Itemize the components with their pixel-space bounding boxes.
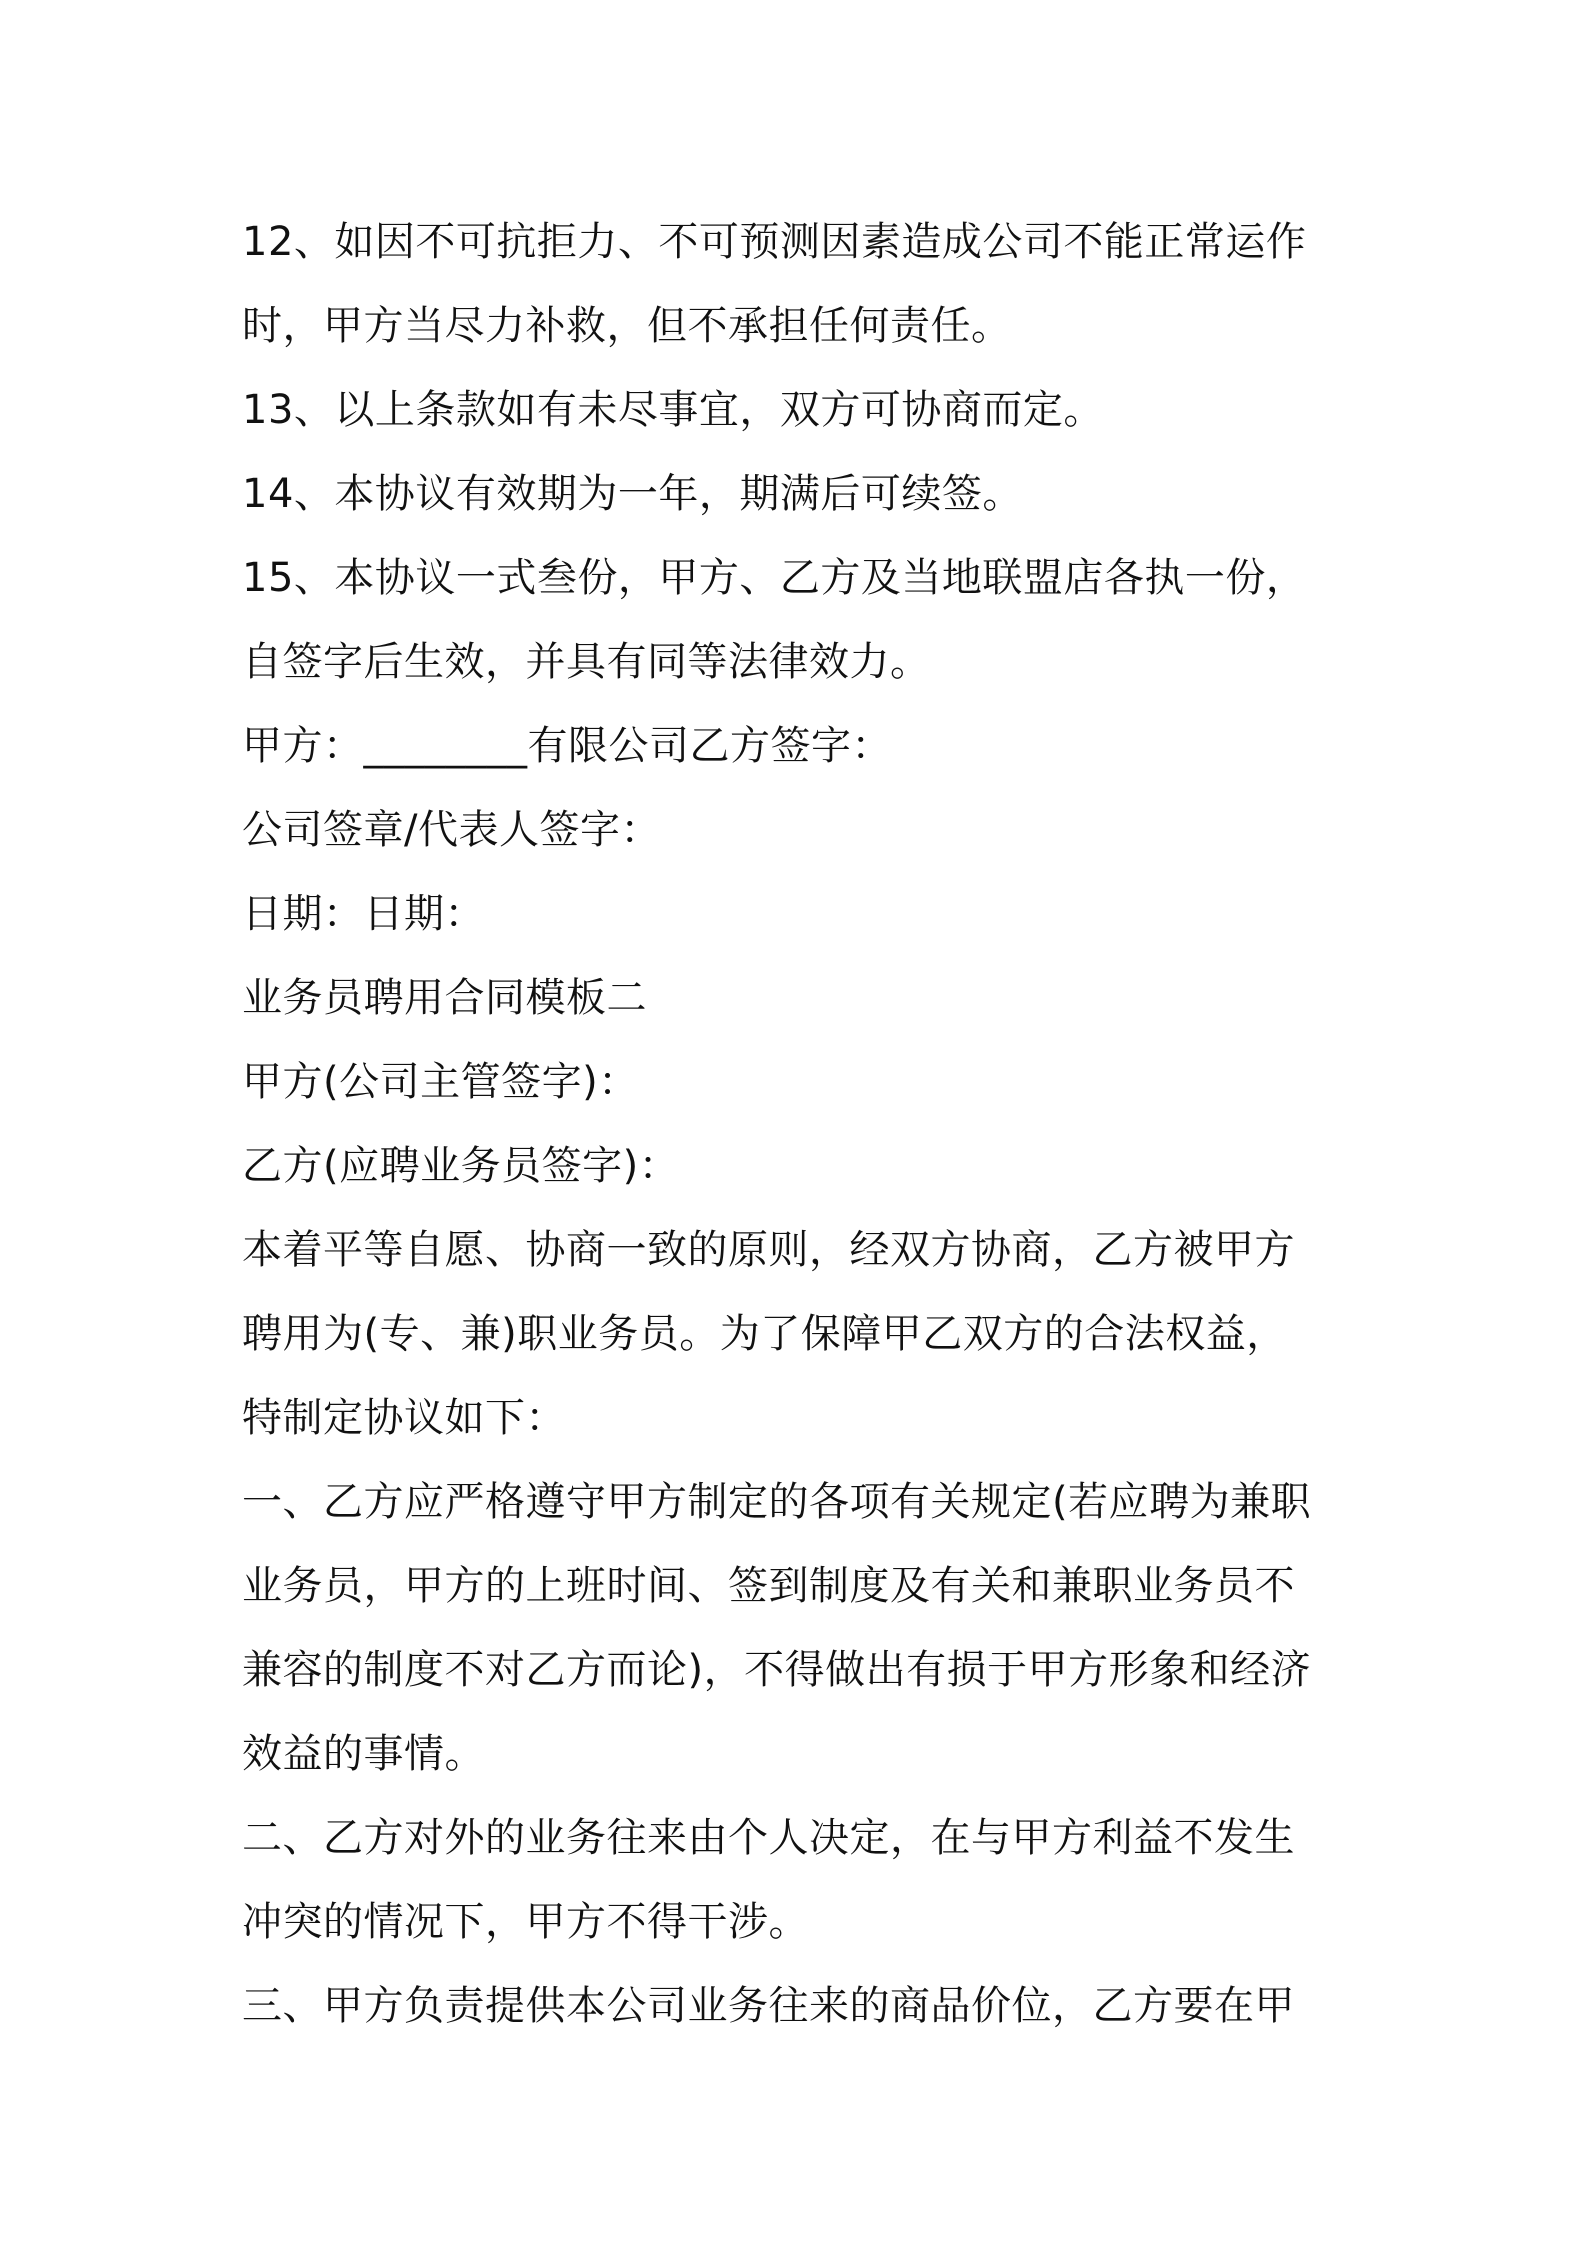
document-body: [242, 200, 1362, 2048]
text-line: 兼容的制度不对乙方而论)，不得做出有损于甲方形象和经济: [242, 1647, 1312, 1693]
date-line: 日期：日期：: [242, 891, 485, 937]
text-line: 业务员，甲方的上班时间、签到制度及有关和兼职业务员不: [242, 1563, 1295, 1609]
text-line: 三、甲方负责提供本公司业务往来的商品价位，乙方要在甲: [242, 1983, 1295, 2029]
text-line: 二、乙方对外的业务往来由个人决定，在与甲方利益不发生: [242, 1815, 1295, 1861]
party-a-line: 甲方(公司主管签字)：: [242, 1059, 639, 1105]
section-title: 业务员聘用合同模板二: [242, 975, 647, 1021]
text-line: 一、乙方应严格遵守甲方制定的各项有关规定(若应聘为兼职: [242, 1479, 1312, 1525]
text-line: 效益的事情。: [242, 1731, 485, 1777]
text-line: 14、本协议有效期为一年，期满后可续签。: [242, 471, 1023, 517]
text-line: 13、以上条款如有未尽事宜，双方可协商而定。: [242, 387, 1104, 433]
text-line: 本着平等自愿、协商一致的原则，经双方协商，乙方被甲方: [242, 1227, 1295, 1273]
text-line: 特制定协议如下：: [242, 1395, 566, 1441]
party-b-line: 乙方(应聘业务员签字)：: [242, 1143, 680, 1189]
text-line: 12、如因不可抗拒力、不可预测因素造成公司不能正常运作: [242, 219, 1307, 265]
text-line: 冲突的情况下，甲方不得干涉。: [242, 1899, 809, 1945]
text-line: 自签字后生效，并具有同等法律效力。: [242, 639, 931, 685]
text-line: 时，甲方当尽力补救，但不承担任何责任。: [242, 303, 1012, 349]
text-line: 聘用为(专、兼)职业务员。为了保障甲乙双方的合法权益，: [242, 1311, 1287, 1357]
text-line: 15、本协议一式叁份，甲方、乙方及当地联盟店各执一份，: [242, 555, 1307, 601]
signature-line-party-a: 甲方：________有限公司乙方签字：: [242, 723, 892, 769]
signature-line-seal: 公司签章/代表人签字：: [242, 807, 661, 853]
